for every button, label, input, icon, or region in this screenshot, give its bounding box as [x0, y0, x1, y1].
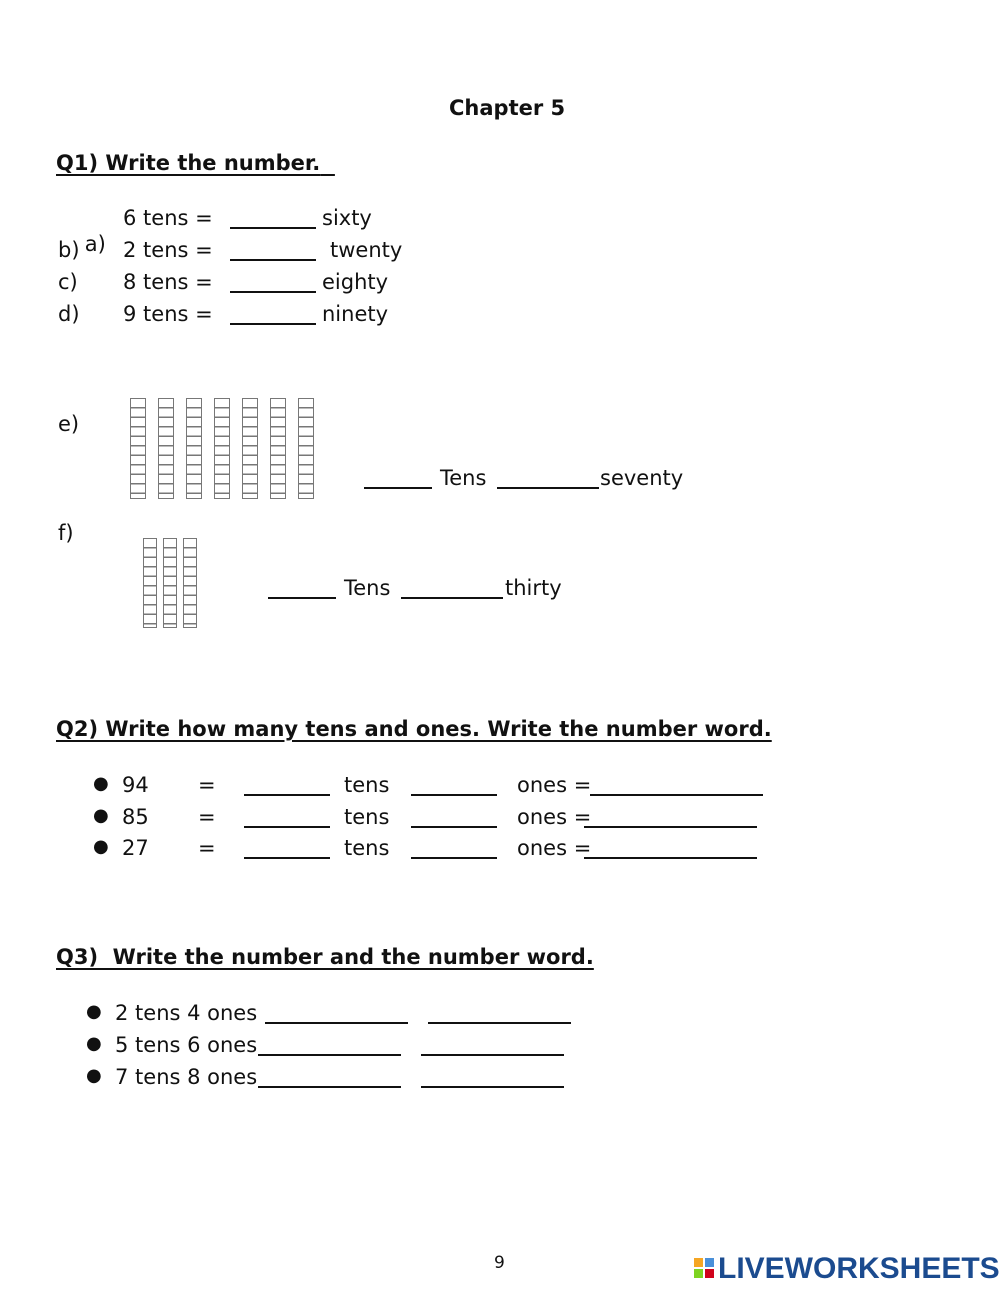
q1-item-d-expr: 9 tens =: [123, 302, 213, 326]
q2-equals: =: [198, 805, 216, 829]
bullet: ●: [86, 1033, 102, 1054]
q1-item-f-word: thirty: [505, 576, 562, 600]
q1-item-b-expr: 2 tens =: [123, 238, 213, 262]
bullet: ●: [93, 773, 109, 794]
q2-number: 85: [122, 805, 149, 829]
q2-ones-blank[interactable]: [411, 774, 497, 800]
tens-rod: [163, 538, 177, 628]
q1-item-e-tens: Tens: [440, 466, 487, 490]
q1-item-a-expr: 6 tens =: [123, 206, 213, 230]
q2-number: 94: [122, 773, 149, 797]
q2-ones-label: ones =: [517, 773, 592, 797]
tens-rod: [214, 398, 230, 499]
q3-number-blank[interactable]: [258, 1034, 401, 1060]
q1-item-f-label: f): [58, 521, 74, 545]
bullet: ●: [86, 1065, 102, 1086]
q1-item-c-blank[interactable]: [230, 271, 316, 297]
q2-tens-label: tens: [344, 836, 390, 860]
q1-item-e-word: seventy: [600, 466, 684, 490]
page-title: Chapter 5: [449, 96, 566, 120]
liveworksheets-logo-icon: [694, 1258, 716, 1280]
bullet: ●: [86, 1001, 102, 1022]
tens-rod: [183, 538, 197, 628]
tens-rod: [242, 398, 258, 499]
q2-heading: Q2) Write how many tens and ones. Write the number word.: [56, 717, 772, 741]
q1-item-f-tens: Tens: [344, 576, 391, 600]
q1-item-e-label: e): [58, 412, 80, 436]
q3-item-text: 7 tens 8 ones: [115, 1065, 258, 1089]
q1-item-b-word: twenty: [330, 238, 403, 262]
q2-number: 27: [122, 836, 149, 860]
q2-word-blank[interactable]: [584, 837, 757, 863]
tens-rods-thirty: [143, 538, 203, 630]
item-label: a): [84, 232, 106, 256]
q1-item-d-word: ninety: [322, 302, 389, 326]
q1-item-d-blank[interactable]: [230, 303, 316, 329]
q3-number-blank[interactable]: [258, 1066, 401, 1092]
q1-heading-text: Q1) Write the number.: [56, 151, 321, 175]
q3-item-text: 2 tens 4 ones: [115, 1001, 258, 1025]
q1-item-a-word: sixty: [322, 206, 372, 230]
q3-word-blank[interactable]: [421, 1034, 564, 1060]
q1-item-a-blank[interactable]: [230, 207, 316, 233]
bullet: ●: [93, 836, 109, 857]
q2-tens-label: tens: [344, 805, 390, 829]
q2-ones-label: ones =: [517, 836, 592, 860]
q3-number-blank[interactable]: [265, 1002, 408, 1028]
q1-item-d: d): [58, 302, 80, 326]
q1-item-c-word: eighty: [322, 270, 389, 294]
q3-word-blank[interactable]: [421, 1066, 564, 1092]
q2-tens-blank[interactable]: [244, 774, 330, 800]
q2-tens-blank[interactable]: [244, 837, 330, 863]
tens-rod: [186, 398, 202, 499]
tens-rods-seventy: [130, 398, 320, 502]
tens-rod: [270, 398, 286, 499]
tens-rod: [130, 398, 146, 499]
q1-item-b: b): [58, 238, 80, 262]
q2-word-blank[interactable]: [584, 806, 757, 832]
q2-tens-blank[interactable]: [244, 806, 330, 832]
q1-item-c: c): [58, 270, 78, 294]
q3-word-blank[interactable]: [428, 1002, 571, 1028]
q3-heading: Q3) Write the number and the number word.: [56, 945, 594, 969]
page-number: 9: [494, 1253, 505, 1273]
liveworksheets-logo[interactable]: LIVEWORKSHEETS: [718, 1252, 1000, 1285]
tens-rod: [298, 398, 314, 499]
q1-heading: [56, 150, 335, 176]
q2-word-blank[interactable]: [590, 774, 763, 800]
q1-item-f-blank-1[interactable]: [268, 577, 336, 603]
q2-ones-blank[interactable]: [411, 837, 497, 863]
q3-item-text: 5 tens 6 ones: [115, 1033, 258, 1057]
q1-item-b-blank[interactable]: [230, 239, 316, 265]
q2-ones-label: ones =: [517, 805, 592, 829]
q2-equals: =: [198, 836, 216, 860]
q2-equals: =: [198, 773, 216, 797]
bullet: ●: [93, 805, 109, 826]
tens-rod: [143, 538, 157, 628]
q2-tens-label: tens: [344, 773, 390, 797]
q1-item-c-expr: 8 tens =: [123, 270, 213, 294]
q2-ones-blank[interactable]: [411, 806, 497, 832]
q1-item-e-blank-2[interactable]: [497, 467, 599, 493]
q1-item-f-blank-2[interactable]: [401, 577, 503, 603]
tens-rod: [158, 398, 174, 499]
q1-item-e-blank-1[interactable]: [364, 467, 432, 493]
